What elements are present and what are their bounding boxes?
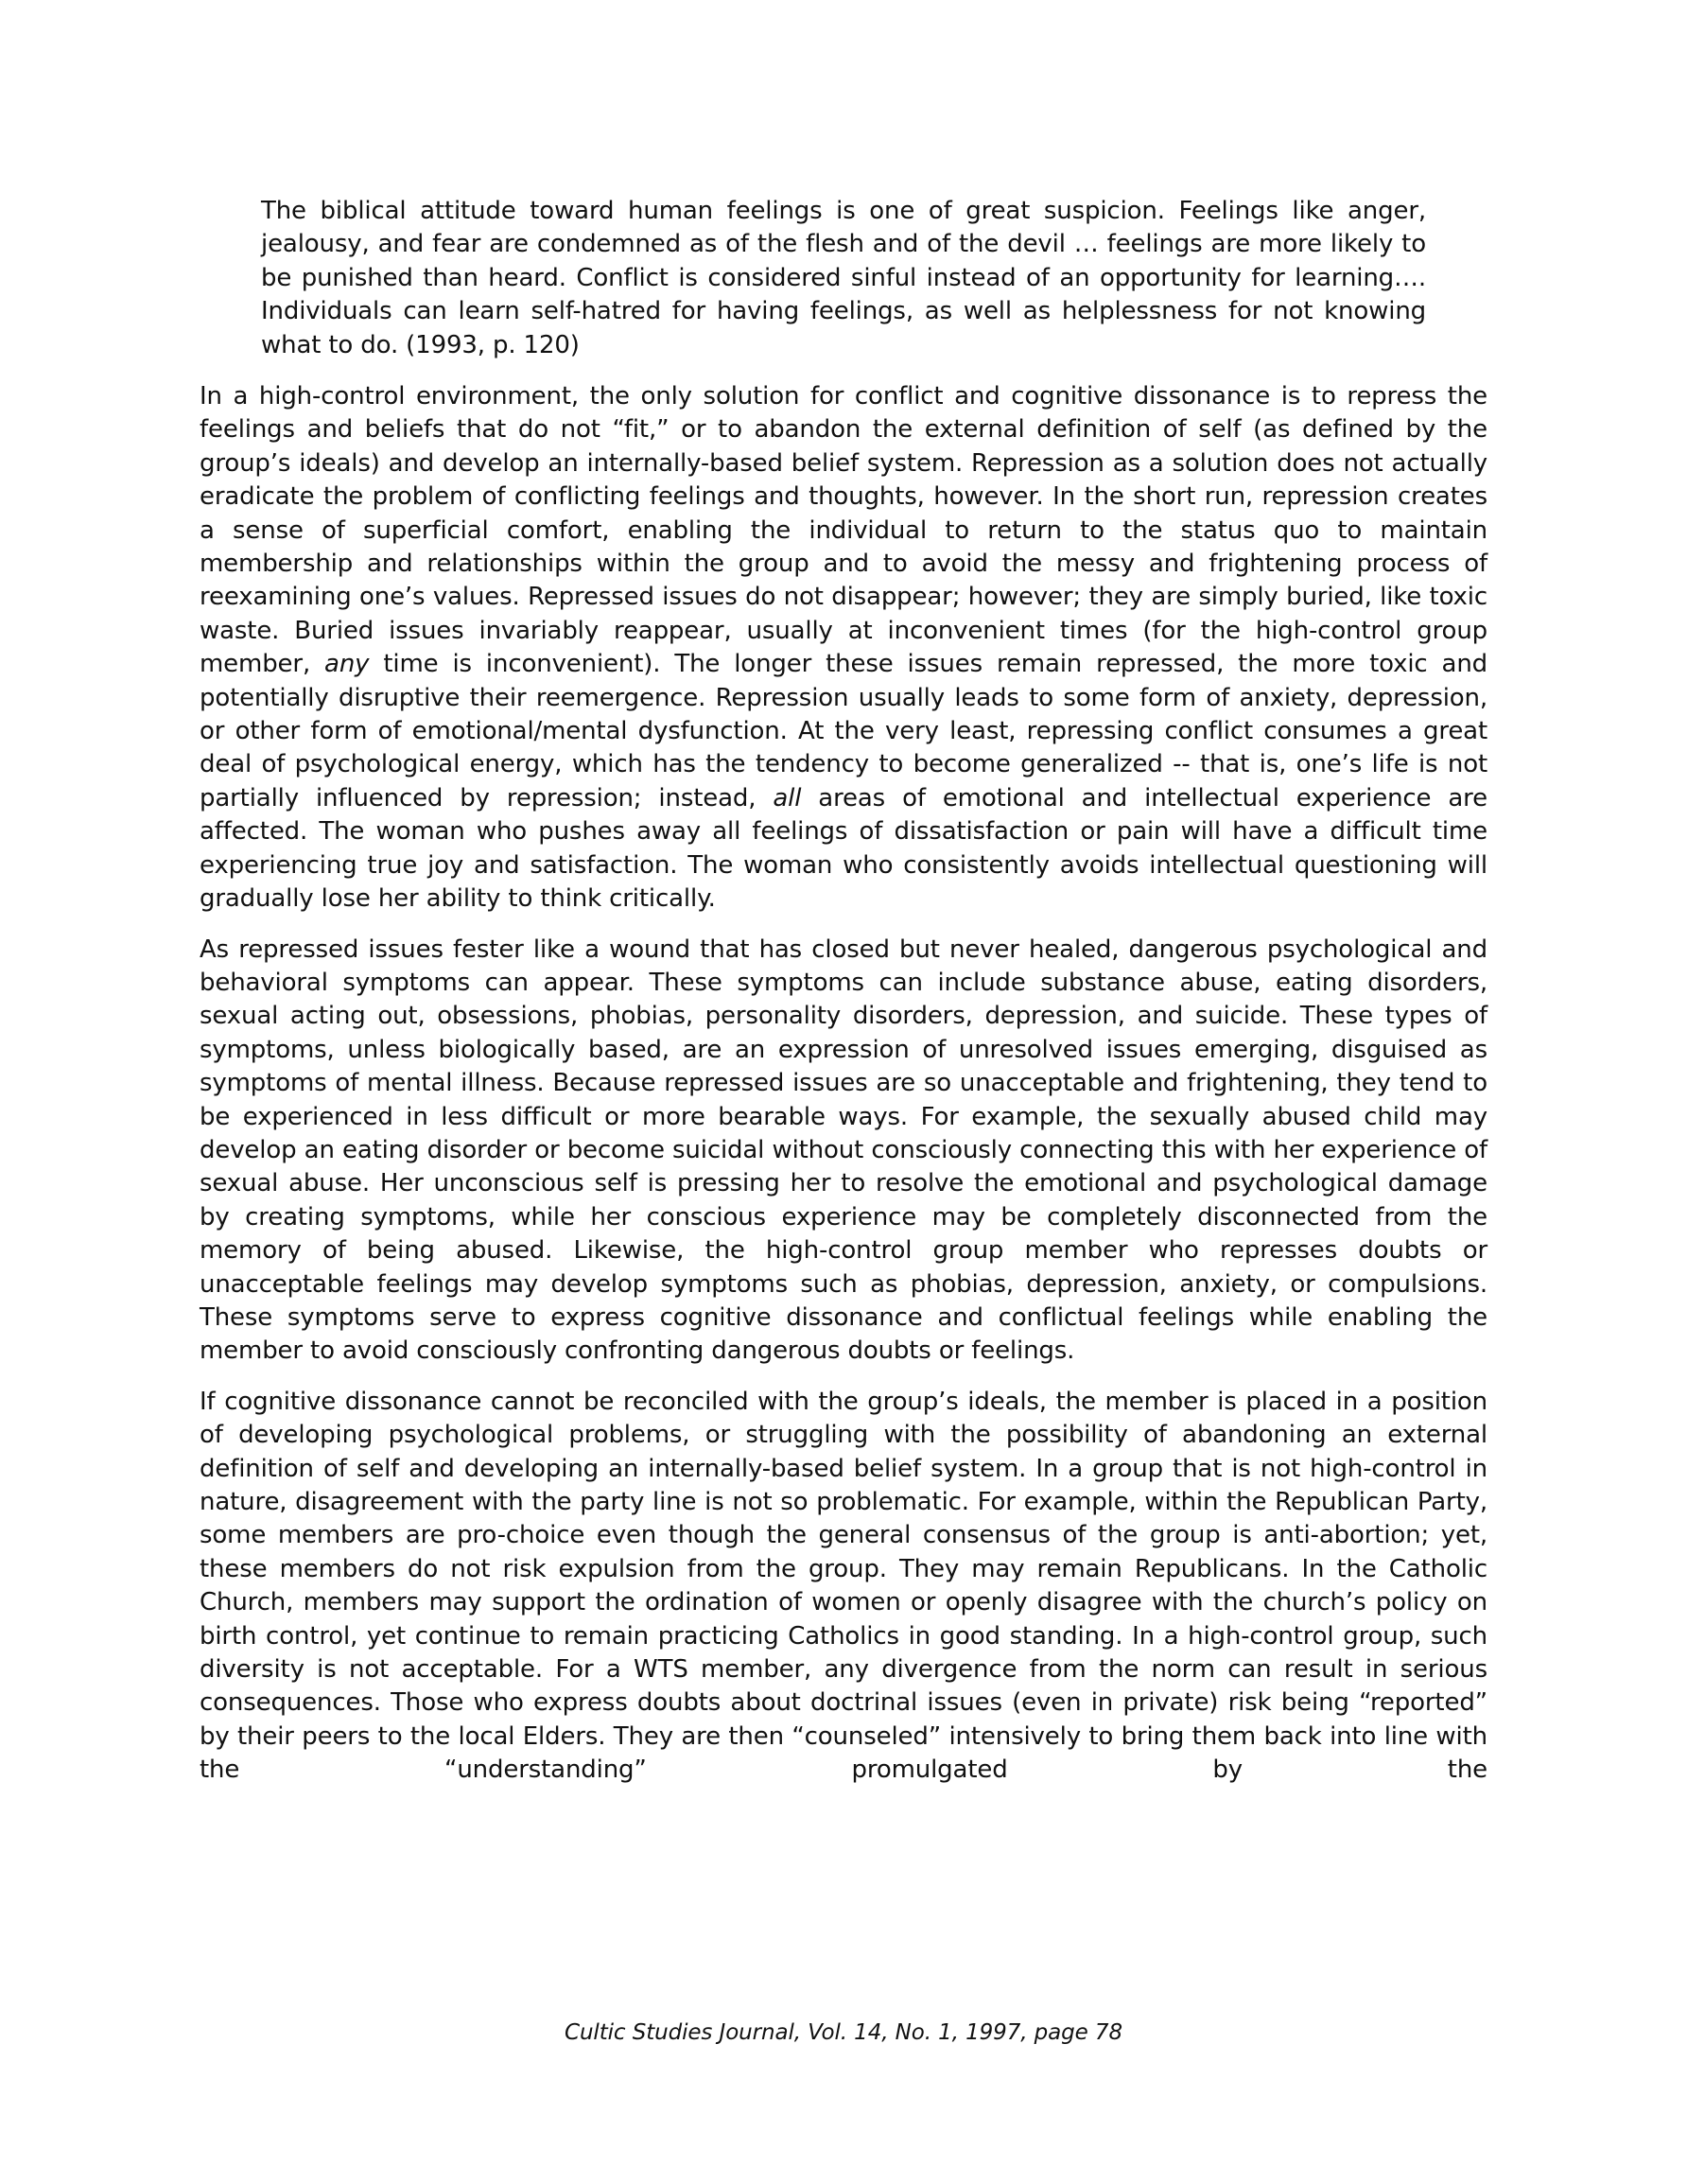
emphasis-all: all bbox=[773, 783, 802, 812]
paragraph-repression bbox=[200, 380, 1487, 917]
paragraph-text: areas of emotional and intellectual experience are affected. The woman who pushes away all feelings of dissatisfaction or pain will have a difficult time experiencing true joy and satisfaction. The woman who consistently avoids intellectual questioning will gradually lose her ability to think critically. bbox=[200, 783, 1487, 914]
page-footer-citation: Cultic Studies Journal, Vol. 14, No. 1, 1997, page 78 bbox=[565, 2020, 1122, 2045]
paragraph-text: In a high-control environment, the only solution for conflict and cognitive dissonance is to repress the feelings and beliefs that do not “fit,” or to abandon the external definition of self (as defined by the group’s ideals) and develop an internally-based belief system. Repression as a solution does not actually eradicate the problem of conflicting feelings and thoughts, however. In the short run, repression creates a sense of superficial comfort, enabling the individual to return to the status quo to maintain membership and relationships within the group and to avoid the messy and frightening process of reexamining one’s values. Repressed issues do not disappear; however; they are simply buried, like toxic waste. Buried issues invariably reappear, usually at inconvenient times (for the high-control group member, bbox=[200, 382, 1487, 679]
paragraph-symptoms: As repressed issues fester like a wound that has closed but never healed, dangerous psychological and behavioral symptoms can appear. These symptoms can include substance abuse, eating disorders, sexual acting out, obsessions, phobias, personality disorders, depression, and suicide. These types of symptoms, unless biologically based, are an expression of unresolved issues emerging, disguised as symptoms of mental illness. Because repressed issues are so unacceptable and frightening, they tend to be experienced in less difficult or more bearable ways. For example, the sexually abused child may develop an eating disorder or become suicidal without consciously connecting this with her experience of sexual abuse. Her unconscious self is pressing her to resolve the emotional and psychological damage by creating symptoms, while her conscious experience may be completely disconnected from the memory of being abused. Likewise, the high-control group member who represses doubts or unacceptable feelings may develop symptoms such as phobias, depression, anxiety, or compulsions. These symptoms serve to express cognitive dissonance and conflictual feelings while enabling the member to avoid consciously confronting dangerous doubts or feelings. bbox=[200, 935, 1487, 1366]
paragraph-text: time is inconvenient). The longer these issues remain repressed, the more toxic and potentially disruptive their reemergence. Repression usually leads to some form of anxiety, depression, or other form of emotional/mental dysfunction. At the very least, repressing conflict consumes a great deal of psychological energy, which has the tendency to become generalized -- that is, one’s life is not partially influenced by repression; instead, bbox=[200, 650, 1487, 812]
paragraph-cognitive-dissonance: If cognitive dissonance cannot be reconciled with the group’s ideals, the member is placed in a position of developing psychological problems, or struggling with the possibility of abandoning an external definition of self and developing an internally-based belief system. In a group that is not high-control in nature, disagreement with the party line is not so problematic. For example, within the Republican Party, some members are pro-choice even though the general consensus of the group is anti-abortion; yet, these members do not risk expulsion from the group. They may remain Republicans. In the Catholic Church, members may support the ordination of women or openly disagree with the church’s policy on birth control, yet continue to remain practicing Catholics in good standing. In a high-control group, such diversity is not acceptable. For a WTS member, any divergence from the norm can result in serious consequences. Those who express doubts about doctrinal issues (even in private) risk being “reported” by their peers to the local Elders. They are then “counseled” intensively to bring them back into line with the “understanding” promulgated by the bbox=[200, 1387, 1487, 1785]
body-text bbox=[200, 380, 1487, 1805]
emphasis-any: any bbox=[324, 650, 370, 679]
block-quote: The biblical attitude toward human feelings is one of great suspicion. Feelings like anger, jealousy, and fear are condemned as of the flesh and of the devil … feelings are more likely to be punished than heard. Conflict is considered sinful instead of an opportunity for learning…. Individuals can learn self-hatred for having feelings, as well as helplessness for not knowing what to do. (1993, p. 120) bbox=[261, 197, 1426, 359]
